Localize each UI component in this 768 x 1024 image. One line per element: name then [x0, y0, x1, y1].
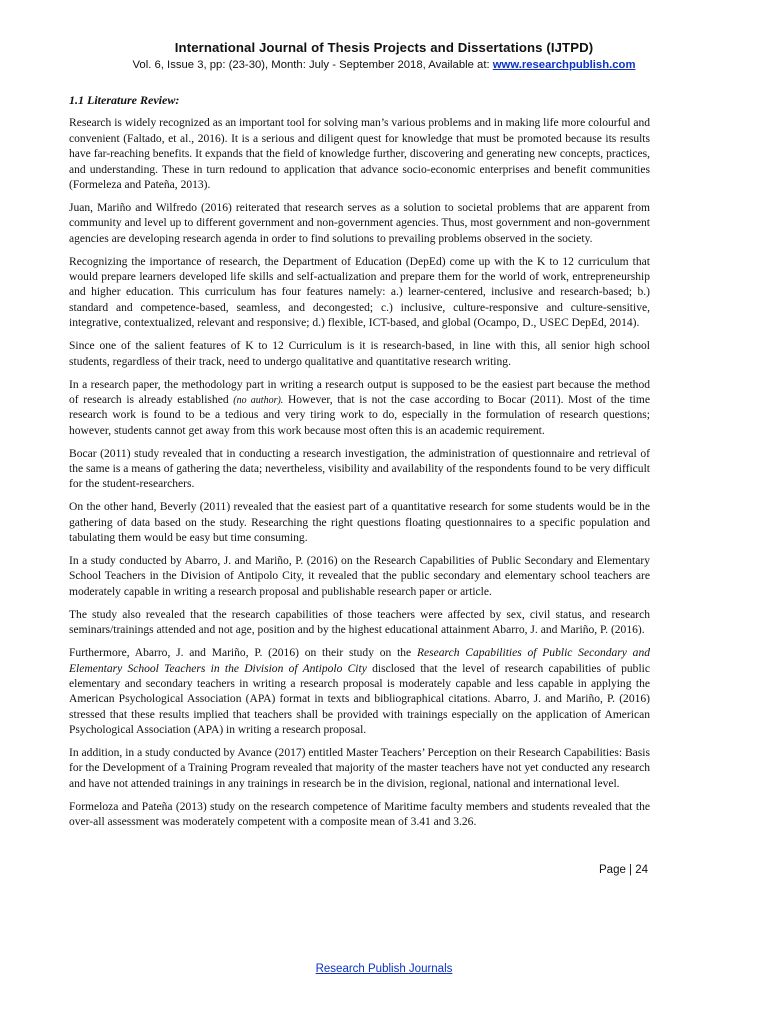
paragraph-6: Bocar (2011) study revealed that in conducting a research investigation, the administration of questionnaire and retrieval of the same is a means of gathering the data; nevertheless, visibility and availability of the respondents found to be very difficult for the student-researchers. [69, 447, 650, 491]
paragraph-10 [69, 646, 650, 738]
journal-title: International Journal of Thesis Projects and Dissertations (IJTPD) [174, 40, 594, 55]
footer-journal-link[interactable]: Research Publish Journals [315, 963, 453, 975]
paragraph-10-text-c: disclosed that the level of research capabilities of public elementary and secondary teachers in writing a research proposal is moderately capable and less capable in applying the American Psychological Association (APA) format in texts and bibliographical citations. Abarro, J. and Mariño, P. (2016) stressed that these results implied that teachers shall be provided with trainings especially on the application of American Psychological Association (APA) in writing a research proposal. [69, 662, 650, 737]
paragraph-12: Formeloza and Pateña (2013) study on the research competence of Maritime faculty members and students revealed that the over-all assessment was moderately competent with a composite mean of 3.41 and 3.26. [69, 800, 650, 829]
paragraph-9: The study also revealed that the research capabilities of those teachers were affected by sex, civil status, and research seminars/trainings attended and not age, position and by the highest educational attainment Abarro, J. and Mariño, P. (2016). [69, 608, 650, 637]
paragraph-8: In a study conducted by Abarro, J. and Mariño, P. (2016) on the Research Capabilities of Public Secondary and Elementary School Teachers in the Division of Antipolo City, it revealed that the public secondary and elementary school teachers are moderately capable in writing a research proposal and publishable research paper or article. [69, 555, 650, 598]
page-header [0, 40, 768, 71]
paragraph-5-text-a: In a research paper, the methodology part in writing a research output is supposed to be the easiest part because the method of research is already established [69, 378, 650, 406]
issue-info-text: Vol. 6, Issue 3, pp: (23-30), Month: July - September 2018, Available at: [132, 59, 493, 71]
paragraph-3: Recognizing the importance of research, the Department of Education (DepEd) come up with the K to 12 curriculum that would prepare learners developed life skills and self-actualization and prepare them for the world of work, entrepreneurship and higher education. This curriculum has four features namely: a.) learner-centered, inclusive and research-based; b.) standard and competence-based, seamless, and decongested; c.) inclusive, culture-responsive and culture-sensitive, integrative, contextualized, relevant and responsive; d.) flexible, ICT-based, and global (Ocampo, D., USEC DepEd, 2014). [69, 255, 650, 330]
section-heading: 1.1 Literature Review: [69, 93, 180, 107]
paragraph-10-study-title: Research Capabilities of Public Secondary and Elementary School Teachers in the Division of Antipolo City [69, 647, 651, 675]
paragraph-11: In addition, in a study conducted by Avance (2017) entitled Master Teachers’ Perception on their Research Capabilities: Basis for the Development of a Training Program revealed that majority of the master teachers have not yet conducted any research and have not attended trainings in any trainings in research be in the division, regional, national and international level. [69, 747, 650, 790]
article-body [69, 93, 650, 831]
paragraph-5-no-author: (no author). [233, 394, 284, 406]
issue-info [0, 59, 768, 71]
page-number: Page | 24 [599, 864, 649, 876]
paragraph-7: On the other hand, Beverly (2011) revealed that the easiest part of a quantitative research for some students would be in the gathering of data based on the study. Researching the right questions floating questionnaires to a specific population and tabulating them would be easy but time consuming. [69, 501, 650, 545]
page-footer [0, 963, 768, 975]
website-link[interactable]: www.researchpublish.com [492, 59, 636, 71]
paragraph-5-text-c: However, that is not the case according to Bocar (2011). Most of the time research work is found to be a tedious and very tiring work to do, especially in the formulation of research questions; however, students cannot get away from this work because most often this is an academic requirement. [69, 393, 650, 437]
paragraph-10-text-a: Furthermore, Abarro, J. and Mariño, P. (2016) on their study on the [69, 647, 417, 660]
paragraph-2: Juan, Mariño and Wilfredo (2016) reiterated that research serves as a solution to societal problems that are apparent from community and level up to different government and non-government agencies. Thus, most government and non-government agencies are developing research agenda in order to find solutions to prevailing problems observed in the society. [69, 201, 650, 245]
paragraph-1: Research is widely recognized as an important tool for solving man’s various problems and in making life more colourful and convenient (Faltado, et al., 2016). It is a serious and diligent quest for knowledge that must be promoted because its results have far-reaching benefits. It expands that the field of knowledge further, discovering and generating new concepts, practices, and understanding. These in turn redound to application that advance socio-economic enterprises and benefit communities (Formeleza and Pateña, 2013). [69, 117, 650, 192]
paragraph-5 [69, 378, 650, 440]
paragraph-4: Since one of the salient features of K to 12 Curriculum is it is research-based, in line with this, all senior high school students, regardless of their track, need to undergo qualitative and quantitative research writing. [69, 340, 650, 368]
